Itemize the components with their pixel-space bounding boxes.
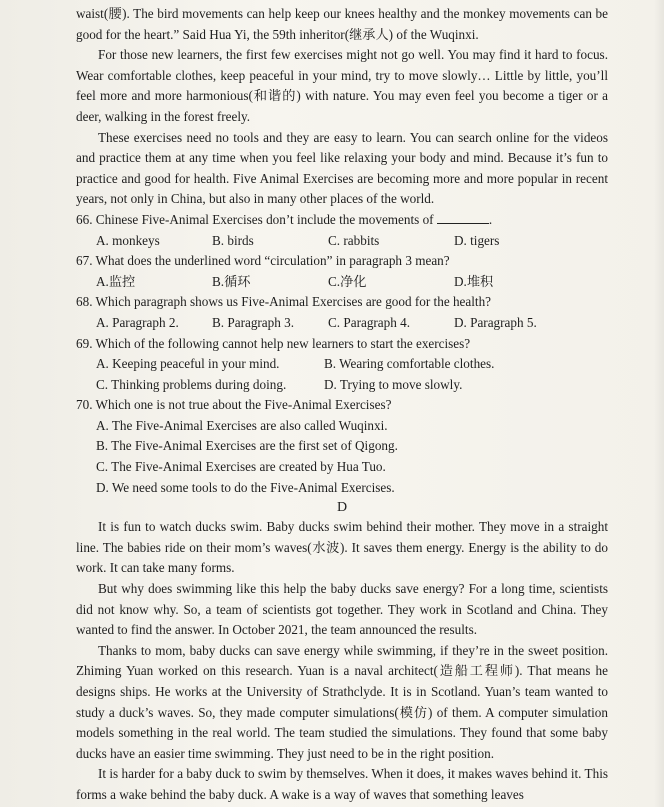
option-b: B. Paragraph 3. (212, 314, 295, 330)
question-66 (76, 210, 608, 231)
question-66-stem-end: . (488, 211, 493, 227)
question-69-options-row-1 (76, 354, 608, 375)
option-c: C. Thinking problems during doing. (96, 376, 287, 392)
question-68-options (76, 313, 608, 334)
option-a: A. monkeys (96, 232, 160, 248)
section-title: D (336, 500, 348, 516)
question-66-options (76, 231, 608, 252)
passage-c-paragraph-1: For those new learners, the first few exercises might not go well. You may find it hard to focus. Wear comfortable clothes, keep peaceful in your mind, try to move slowly… Little by little, you’ll feel more and more harmonious(和谐的) with nature. You may even feel you become a tiger or a deer, walking in the forest freely. (76, 47, 608, 124)
passage-d-paragraph-3: Thanks to mom, baby ducks can save energy while swimming, if they’re in the sweet position. Zhiming Yuan worked on this research. Yuan is a naval architect(造船工程师). That means he designs ships. He works at the University of Strathclyde. It is in Scotland. Yuan’s team wanted to study a duck’s waves. So, they made computer simulations(模仿) of them. A computer simulation models something in the real world. The team studied the simulations. They found that some baby ducks have an easier time swimming. They just need to be in the right position. (76, 642, 608, 761)
option-d: D. Paragraph 5. (454, 314, 537, 330)
question-68: 68. Which paragraph shows us Five-Animal Exercises are good for the health? (76, 294, 492, 310)
option-b: B.循环 (212, 273, 251, 289)
option-c: C. rabbits (328, 232, 380, 248)
passage-d-paragraph-2: But why does swimming like this help the baby ducks save energy? For a long time, scientists did not know why. So, a team of scientists got together. They work in Scotland and China. They wanted to find the answer. In October 2021, the team announced the results. (76, 581, 608, 638)
option-d: D. Trying to move slowly. (324, 376, 463, 392)
passage-c-paragraph-0: waist(腰). The bird movements can help keep our knees healthy and the monkey movements can be good for the heart.” Said Hua Yi, the 59th inheritor(继承人) of the Wuqinxi. (76, 6, 608, 42)
answer-blank (437, 211, 489, 224)
passage-d-paragraph-4: It is harder for a baby duck to swim by themselves. When it does, it makes waves behind it. This forms a wake behind the baby duck. A wake is a way of waves that something leaves (76, 766, 608, 802)
question-69-options-row-2 (76, 375, 608, 396)
option-c: C.净化 (328, 273, 367, 289)
option-a: A. Keeping peaceful in your mind. (96, 356, 280, 372)
option-c: C. Paragraph 4. (328, 314, 411, 330)
option-d: D. We need some tools to do the Five-Animal Exercises. (96, 479, 395, 495)
option-a: A.监控 (96, 273, 136, 289)
page-edge-shadow (654, 0, 664, 807)
option-a: A. The Five-Animal Exercises are also called Wuqinxi. (96, 417, 388, 433)
option-b: B. The Five-Animal Exercises are the first set of Qigong. (96, 438, 398, 454)
question-69: 69. Which of the following cannot help new learners to start the exercises? (76, 335, 471, 351)
option-d: D. tigers (454, 232, 500, 248)
passage-c-paragraph-2: These exercises need no tools and they are easy to learn. You can search online for the videos and practice them at any time when you feel like relaxing your body and mind. Because it’s fun to practice and good for health. Five Animal Exercises are becoming more and more popular in recent years, not only in China, but also in many other places of the world. (76, 129, 608, 207)
option-b: B. Wearing comfortable clothes. (324, 356, 495, 372)
question-67: 67. What does the underlined word “circulation” in paragraph 3 mean? (76, 253, 450, 269)
question-66-stem: 66. Chinese Five-Animal Exercises don’t include the movements of (76, 211, 434, 227)
question-67-options (76, 272, 608, 293)
passage-d-paragraph-1: It is fun to watch ducks swim. Baby ducks swim behind their mother. They move in a straight line. The babies ride on their mom’s waves(水波). It saves them energy. Energy is the ability to do work. It can take many forms. (76, 519, 608, 576)
option-a: A. Paragraph 2. (96, 314, 179, 330)
option-d: D.堆积 (454, 273, 494, 289)
option-c: C. The Five-Animal Exercises are created by Hua Tuo. (96, 459, 386, 475)
question-70: 70. Which one is not true about the Five-Animal Exercises? (76, 397, 392, 413)
option-b: B. birds (212, 232, 254, 248)
